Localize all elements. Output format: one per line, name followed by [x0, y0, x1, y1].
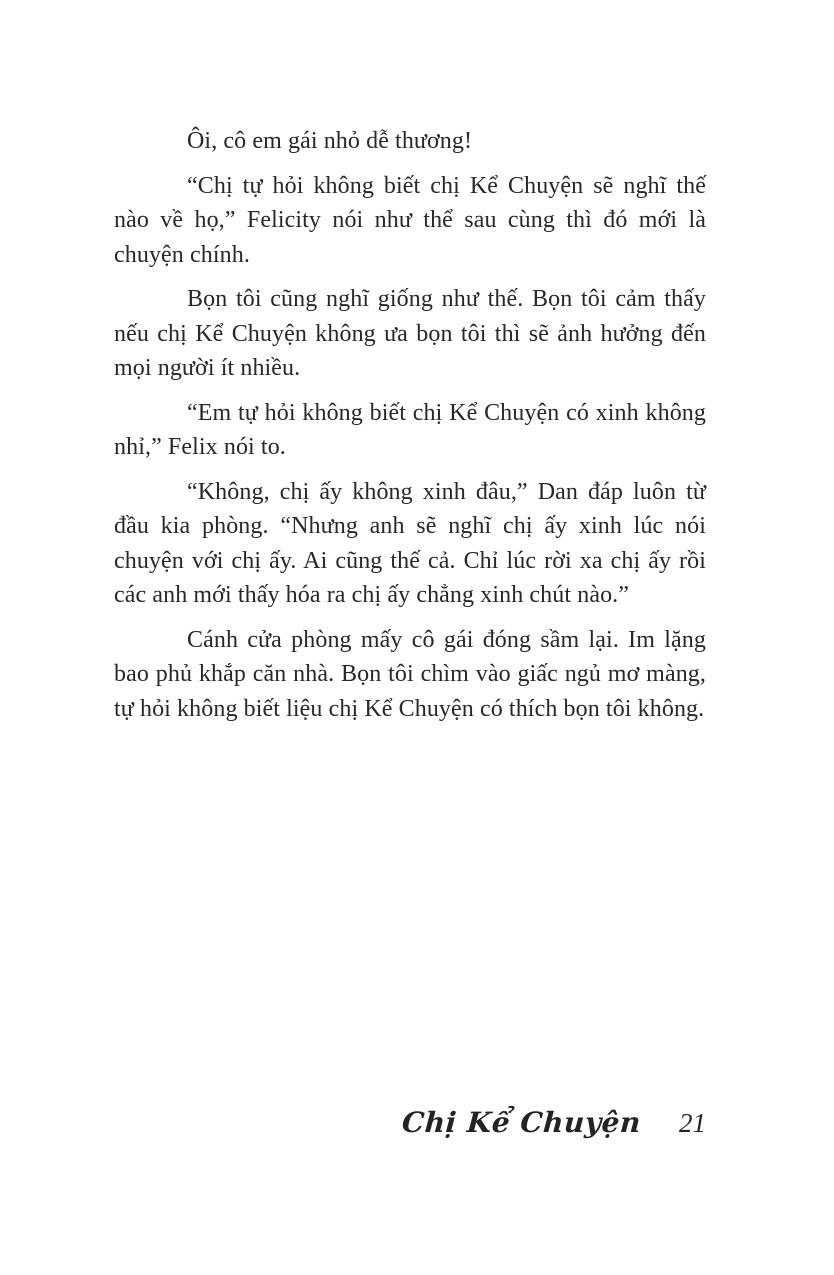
page-number: 21	[679, 1108, 706, 1138]
paragraph: “Không, chị ấy không xinh đâu,” Dan đáp luôn từ đầu kia phòng. “Nhưng anh sẽ nghĩ chị ấy xinh lúc nói chuyện với chị ấy. Ai cũng thế cả. Chỉ lúc rời xa chị ấy rồi các anh mới thấy hóa ra chị ấy chẳng xinh chút nào.”	[114, 478, 706, 608]
paragraph: Cánh cửa phòng mấy cô gái đóng sầm lại. Im lặng bao phủ khắp căn nhà. Bọn tôi chìm vào giấc ngủ mơ màng, tự hỏi không biết liệu chị Kể Chuyện có thích bọn tôi không.	[114, 626, 706, 722]
paragraph: “Chị tự hỏi không biết chị Kể Chuyện sẽ nghĩ thế nào về họ,” Felicity nói như thể sau cùng thì đó mới là chuyện chính.	[114, 172, 706, 268]
paragraph: Ôi, cô em gái nhỏ dễ thương!	[187, 128, 473, 154]
page-text	[114, 124, 706, 736]
paragraph: “Em tự hỏi không biết chị Kể Chuyện có xinh không nhỉ,” Felix nói to.	[114, 399, 706, 460]
paragraph: Bọn tôi cũng nghĩ giống như thế. Bọn tôi cảm thấy nếu chị Kể Chuyện không ưa bọn tôi thì sẽ ảnh hưởng đến mọi người ít nhiều.	[114, 286, 706, 381]
page-footer	[402, 1106, 706, 1139]
running-title: Chị Kể Chuyện	[400, 1106, 643, 1139]
